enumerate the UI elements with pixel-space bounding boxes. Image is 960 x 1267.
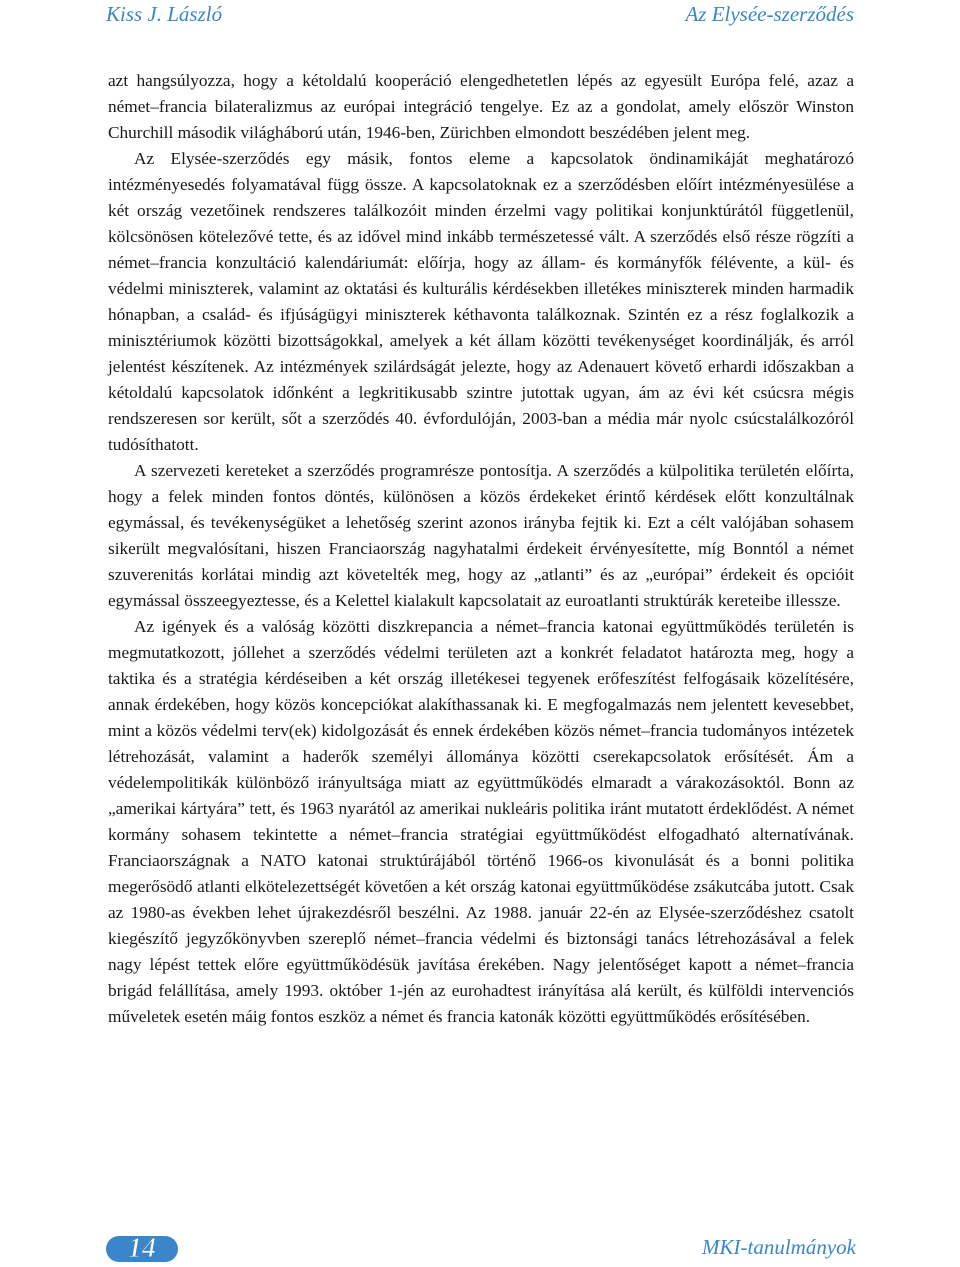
page-number: 14 (128, 1233, 156, 1264)
paragraph: Az Elysée-szerződés egy másik, fontos eleme a kapcsolatok öndinamikáját meghatározó intézményesedés folyamatával függ össze. A kapcsolatoknak ez a szerződésben előírt intézményesülése a két ország vezetőinek rendszeres találkozóit minden érzelmi vagy politikai konjunktúrától függetlenül, kölcsönösen kötelezővé tette, és az idővel mind inkább természetessé vált. A szerződés első része rögzíti a német–francia konzultáció kalendáriumát: előírja, hogy az állam- és kormányfők félévente, a kül- és védelmi miniszterek, valamint az oktatási és kulturális kérdésekben illetékes miniszterek minden harmadik hónapban, a család- és ifjúságügyi miniszterek kéthavonta találkoznak. Szintén ez a rész foglalkozik a minisztériumok közötti bizottságokkal, amelyek a két állam közötti tevékenységet koordinálják, és arról jelentést készítenek. Az intézmények szilárdságát jelezte, hogy az Adenauert követő erhardi időszakban a kétoldalú kapcsolatok időnként a legkritikusabb szintre jutottak ugyan, ám az évi két csúcsra mégis rendszeresen sor került, sőt a szerződés 40. évfordulóján, 2003-ban a média már nyolc csúcstalálkozóról tudósíthatott. (108, 149, 854, 454)
header-author: Kiss J. László (106, 2, 223, 26)
paragraph: azt hangsúlyozza, hogy a kétoldalú kooperáció elengedhetetlen lépés az egyesült Európa felé, azaz a német–francia bilateralizmus az európai integráció tengelye. Ez az a gondolat, amely először Winston Churchill második világháború után, 1946-ben, Zürichben elmondott beszédében jelent meg. (108, 71, 854, 142)
page-footer (0, 1232, 960, 1266)
publication-name: MKI-tanulmányok (702, 1235, 856, 1259)
paragraph: A szervezeti kereteket a szerződés programrésze pontosítja. A szerződés a külpolitika területén előírta, hogy a felek minden fontos döntés, különösen a közös érdekeket érintő kérdések előtt konzultálnak egymással, és tevékenységüket a lehetőség szerint azonos irányba fejtik ki. Ezt a célt valójában sohasem sikerült megvalósítani, hiszen Franciaország nagyhatalmi érdekeit érvényesítette, míg Bonntól a német szuverenitás korlátai mindig azt követelték meg, hogy az „atlanti” és az „európai” érdekeit és opcióit egymással összeegyeztesse, és a Kelettel kialakult kapcsolatait az euroatlanti struktúrák kereteibe illessze. (108, 461, 854, 610)
header-title: Az Elysée-szerződés (685, 2, 854, 26)
paragraph: Az igények és a valóság közötti diszkrepancia a német–francia katonai együttműködés területén is megmutatkozott, jóllehet a szerződés védelmi területen azt a konkrét feladatot határozta meg, hogy a taktika és a stratégia kérdéseiben a két ország illetékesei tegyenek erőfeszítést felfogásaik közelítésére, annak érdekében, hogy közös koncepciókat alakíthassanak ki. E megfogalmazás nem jelentett kevesebbet, mint a közös védelmi terv(ek) kidolgozását és ennek érdekében közös német–francia tudományos intézetek létrehozását, valamint a haderők személyi állománya közötti cserekapcsolatok erősítését. Ám a védelempolitikák különböző irányultsága miatt az együttműködés elmaradt a várakozásoktól. Bonn az „amerikai kártyára” tett, és 1963 nyarától az amerikai nukleáris politika iránt mutatott érdeklődést. A német kormány sohasem tekintette a német–francia stratégiai együttműködést elfogadható alternatívának. Franciaországnak a NATO katonai struktúrájából történő 1966-os kivonulását és a bonni politika megerősödő atlanti elkötelezettségét követően a két ország katonai együttműködése zsákutcába jutott. Csak az 1980-as években lehet újrakezdésről beszélni. Az 1988. január 22-én az Elysée-szerződéshez csatolt kiegészítő jegyzőkönyvben szereplő német–francia védelmi és biztonsági tanács létrehozásával a felek nagy lépést tettek előre együttműködésük javítása érekében. Nagy jelentőséget kapott a német–francia brigád felállítása, amely 1993. október 1-jén az eurohadtest irányítása alá került, és külföldi intervenciós műveletek esetén máig fontos eszköz a német és francia katonák közötti együttműködés erősítésében. (108, 617, 854, 1026)
running-header (106, 2, 854, 32)
body-text (108, 68, 854, 1030)
